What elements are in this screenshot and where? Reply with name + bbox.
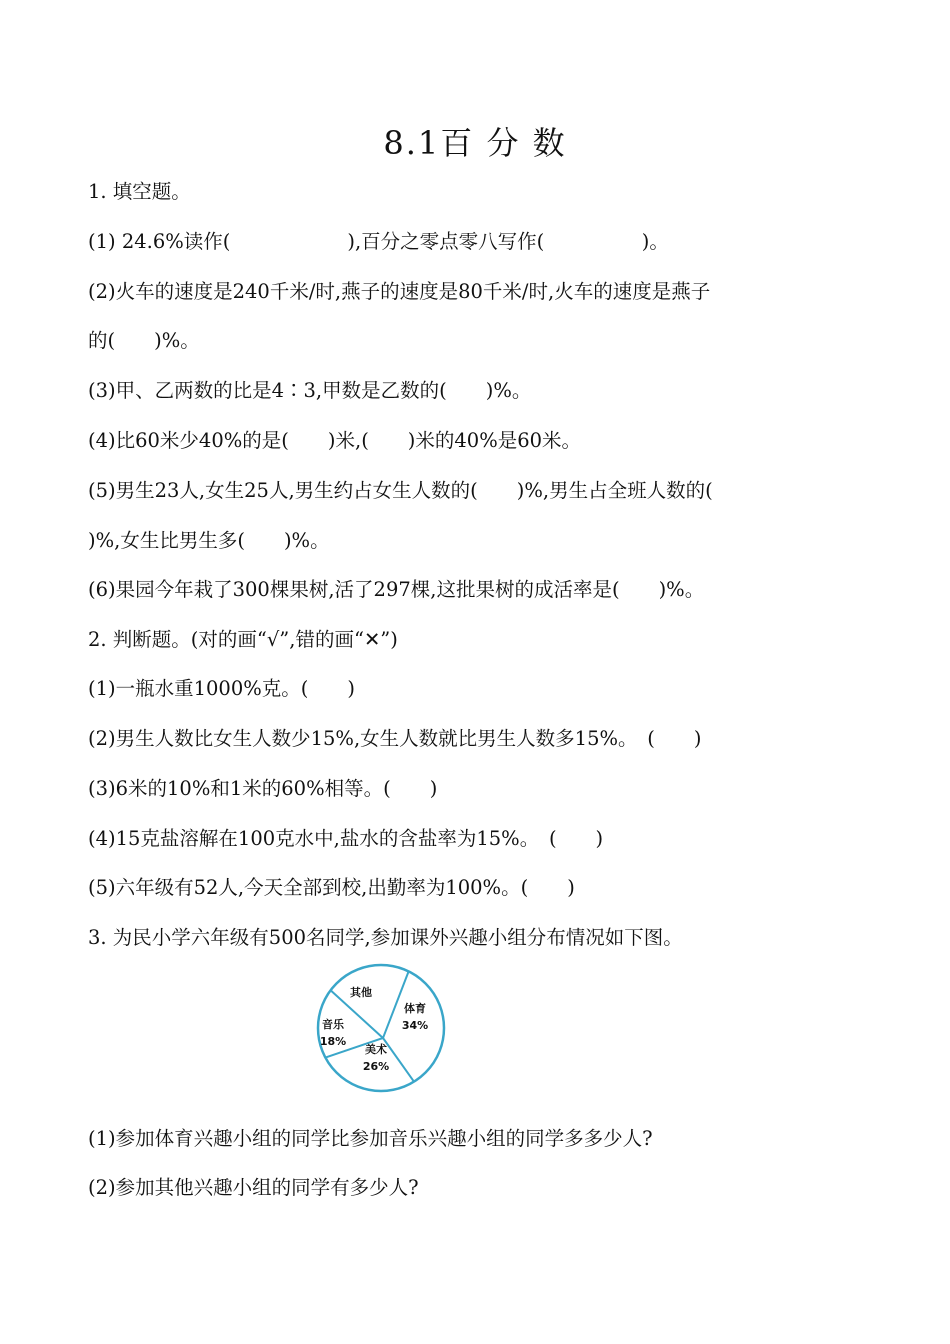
fill-question-2-line2: 的( )%。 <box>88 329 200 352</box>
section3-heading: 3. 为民小学六年级有500名同学,参加课外兴趣小组分布情况如下图。 <box>88 926 683 949</box>
fill-question-6: (6)果园今年栽了300棵果树,活了297棵,这批果树的成活率是( )%。 <box>88 578 705 601</box>
slice-label-tiyu-name: 体育 <box>404 1002 426 1015</box>
fill-question-2-line1: (2)火车的速度是240千米/时,燕子的速度是80千米/时,火车的速度是燕子 <box>88 280 711 303</box>
slice-label-qita-name: 其他 <box>350 986 372 999</box>
analysis-question-2: (2)参加其他兴趣小组的同学有多少人? <box>88 1176 419 1199</box>
slice-label-tiyu-value: 34% <box>401 1019 429 1032</box>
judge-question-2: (2)男生人数比女生人数少15%,女生人数就比男生人数多15%。 ( ) <box>88 727 702 750</box>
slice-label-yinyue-value: 18% <box>319 1035 347 1048</box>
slice-label-meishu-name: 美术 <box>365 1043 387 1056</box>
fill-question-1: (1) 24.6%读作( ),百分之零点零八写作( )。 <box>88 230 669 253</box>
judge-question-4: (4)15克盐溶解在100克水中,盐水的含盐率为15%。 ( ) <box>88 827 604 850</box>
slice-label-yinyue-name: 音乐 <box>322 1018 344 1031</box>
page-title: 8.1百 分 数 <box>383 124 567 162</box>
fill-question-3: (3)甲、乙两数的比是4∶3,甲数是乙数的( )%。 <box>88 379 532 402</box>
fill-question-5-line2: )%,女生比男生多( )%。 <box>88 529 330 552</box>
fill-question-4: (4)比60米少40%的是( )米,( )米的40%是60米。 <box>88 429 582 452</box>
analysis-question-1: (1)参加体育兴趣小组的同学比参加音乐兴趣小组的同学多多少人? <box>88 1127 653 1150</box>
section2-heading: 2. 判断题。(对的画“√”,错的画“✕”) <box>88 628 398 651</box>
slice-label-meishu-value: 26% <box>362 1060 390 1073</box>
section1-heading: 1. 填空题。 <box>88 180 191 203</box>
judge-question-3: (3)6米的10%和1米的60%相等。( ) <box>88 777 438 800</box>
judge-question-1: (1)一瓶水重1000%克。( ) <box>88 677 355 700</box>
fill-question-5-line1: (5)男生23人,女生25人,男生约占女生人数的( )%,男生占全班人数的( <box>88 479 713 502</box>
judge-question-5: (5)六年级有52人,今天全部到校,出勤率为100%。( ) <box>88 876 575 899</box>
pie-chart <box>306 960 456 1100</box>
